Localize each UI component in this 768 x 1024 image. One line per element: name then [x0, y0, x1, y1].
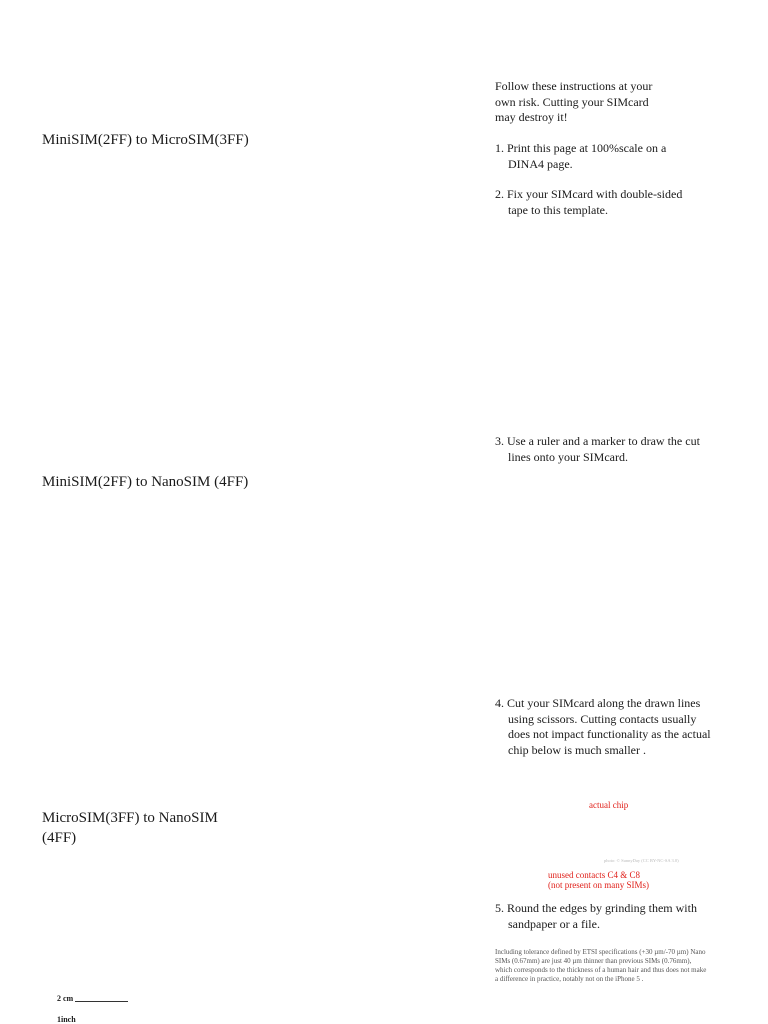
intro-line: may destroy it!: [495, 110, 568, 124]
scale-inch-label: 1inch: [57, 1015, 76, 1024]
tolerance-footnote: Including tolerance defined by ETSI specifications (+30 µm/-70 µm) Nano SIMs (0.67mm) are just 40 µm thinner than previous SIMs (0.76mm), which corresponds to the thickness of a human hair and thus does not make a difference in practice, notably not on the iPhone 5 .: [495, 948, 707, 983]
unused-contacts-line2: (not present on many SIMs): [548, 880, 649, 890]
step-5: 5. Round the edges by grinding them with sandpaper or a file.: [495, 901, 697, 931]
step-4: 4. Cut your SIMcard along the drawn lines using scissors. Cutting contacts usually does not impact functionality as the actual chip below is much smaller .: [495, 696, 711, 757]
heading-micro-to-nano-line1: MicroSIM(3FF) to NanoSIM: [42, 810, 218, 826]
photo-credit: photo: © SunnyDay (CC BY-NC-SA 3.0): [604, 858, 679, 863]
intro-line: Follow these instructions at your: [495, 79, 653, 93]
scale-cm-label: 2 cm: [57, 994, 74, 1003]
scale-cm-line: [75, 1001, 128, 1002]
heading-micro-to-nano-line2: (4FF): [42, 830, 77, 846]
heading-mini-to-micro: MiniSIM(2FF) to MicroSIM(3FF): [42, 132, 249, 148]
step-3: 3. Use a ruler and a marker to draw the cut lines onto your SIMcard.: [495, 434, 700, 464]
heading-mini-to-nano: MiniSIM(2FF) to NanoSIM (4FF): [42, 474, 249, 490]
actual-chip-label: actual chip: [589, 800, 629, 810]
step-2: 2. Fix your SIMcard with double-sided tape to this template.: [495, 187, 683, 217]
intro-line: own risk. Cutting your SIMcard: [495, 94, 649, 109]
step-1: 1. Print this page at 100%scale on a DINA4 page.: [495, 141, 667, 171]
unused-contacts-line1: unused contacts C4 & C8: [548, 870, 640, 880]
intro-warning: [495, 79, 710, 126]
unused-contacts-label: [548, 870, 649, 890]
heading-micro-to-nano: [42, 808, 218, 848]
